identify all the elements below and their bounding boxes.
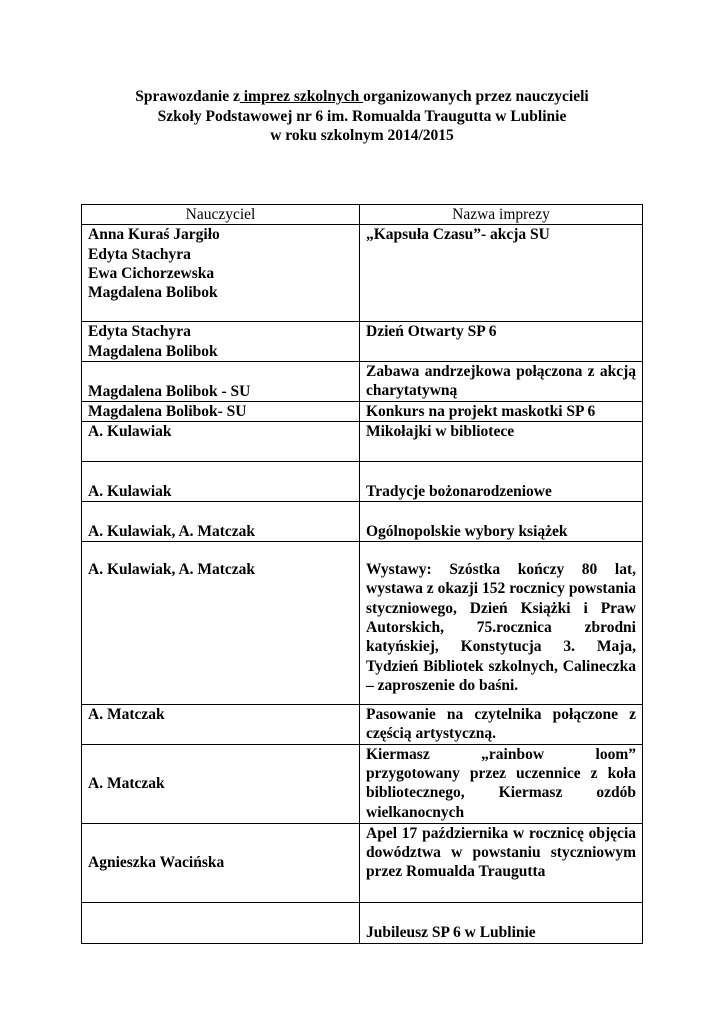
event-cell: Wystawy: Szóstka kończy 80 lat, wystawa z okazji 152 rocznicy powstania styczniowego, Dzień Książki i Praw Autorskich, 75.rocznica zbrodni katyńskiej, Konstytucja 3. Maja, Tydzień Bibliotek szkolnych, Calineczka – zaproszenie do baśni. xyxy=(360,542,643,705)
table-row xyxy=(82,401,643,421)
title-line-3: w roku szkolnym 2014/2015 xyxy=(270,127,454,144)
teacher-cell xyxy=(82,744,360,823)
teacher-name: Magdalena Bolibok - SU xyxy=(88,382,251,400)
teacher-name: Magdalena Bolibok- SU xyxy=(88,402,247,420)
title-line-1-underlined: imprez szkolnych xyxy=(239,88,364,105)
teacher-cell xyxy=(82,361,360,401)
teacher-cell xyxy=(82,823,360,902)
table-row xyxy=(82,422,643,462)
teacher-name: Ewa Cichorzewska xyxy=(88,264,215,282)
event-cell: Jubileusz SP 6 w Lublinie xyxy=(360,902,643,943)
report-title xyxy=(0,87,724,146)
teacher-cell xyxy=(82,422,360,462)
teacher-cell xyxy=(82,902,360,943)
event-cell: Ogólnopolskie wybory książek xyxy=(360,502,643,542)
teacher-cell xyxy=(82,322,360,362)
event-cell: Mikołajki w bibliotece xyxy=(360,422,643,462)
teacher-name: Magdalena Bolibok xyxy=(88,342,218,360)
teacher-name: Edyta Stachyra xyxy=(88,323,191,341)
teacher-name: Magdalena Bolibok xyxy=(88,284,218,302)
teacher-cell xyxy=(82,462,360,502)
event-cell: Kiermasz „rainbow loom” przygotowany przez uczennice z koła bibliotecznego, Kiermasz ozdób wielkanocnych xyxy=(360,744,643,823)
teacher-name: A. Matczak xyxy=(88,775,165,793)
table-header-row xyxy=(82,205,643,225)
header-teacher: Nauczyciel xyxy=(82,205,360,225)
teacher-cell xyxy=(82,502,360,542)
event-cell: „Kapsuła Czasu”- akcja SU xyxy=(360,225,643,322)
title-line-1 xyxy=(0,87,724,107)
table-row xyxy=(82,361,643,401)
title-line-2: Szkoły Podstawowej nr 6 im. Romualda Traugutta w Lublinie xyxy=(157,107,567,125)
event-cell: Dzień Otwarty SP 6 xyxy=(360,322,643,362)
teacher-name: A. Kulawiak, A. Matczak xyxy=(88,522,256,540)
teacher-name: A. Matczak xyxy=(88,706,165,724)
title-line-1-prefix: Sprawozdanie z xyxy=(135,88,240,105)
table-row xyxy=(82,744,643,823)
teacher-cell xyxy=(82,401,360,421)
teacher-name: A. Kulawiak, A. Matczak xyxy=(88,561,256,579)
event-cell: Konkurs na projekt maskotki SP 6 xyxy=(360,401,643,421)
table-row xyxy=(82,542,643,705)
table-row xyxy=(82,902,643,943)
teacher-name: Agnieszka Wacińska xyxy=(88,854,225,872)
teacher-name: A. Kulawiak xyxy=(88,423,172,441)
event-cell: Zabawa andrzejkowa połączona z akcją charytatywną xyxy=(360,361,643,401)
teacher-cell xyxy=(82,705,360,745)
event-cell: Apel 17 października w rocznicę objęcia dowództwa w powstaniu styczniowym przez Romualda Traugutta xyxy=(360,823,643,902)
table-row xyxy=(82,823,643,902)
table-row xyxy=(82,502,643,542)
teacher-name: A. Kulawiak xyxy=(88,482,172,500)
teacher-cell xyxy=(82,542,360,705)
header-event: Nazwa imprezy xyxy=(360,205,643,225)
title-line-1-suffix: organizowanych przez nauczycieli xyxy=(363,88,589,105)
events-table xyxy=(81,204,643,944)
table-row xyxy=(82,322,643,362)
table-row xyxy=(82,462,643,502)
teacher-name: Edyta Stachyra xyxy=(88,245,191,263)
table-row xyxy=(82,225,643,322)
teacher-cell xyxy=(82,225,360,322)
event-cell: Tradycje bożonarodzeniowe xyxy=(360,462,643,502)
teacher-name: Anna Kuraś Jargiło xyxy=(88,226,220,244)
event-cell: Pasowanie na czytelnika połączone z częścią artystyczną. xyxy=(360,705,643,745)
table-row xyxy=(82,705,643,745)
